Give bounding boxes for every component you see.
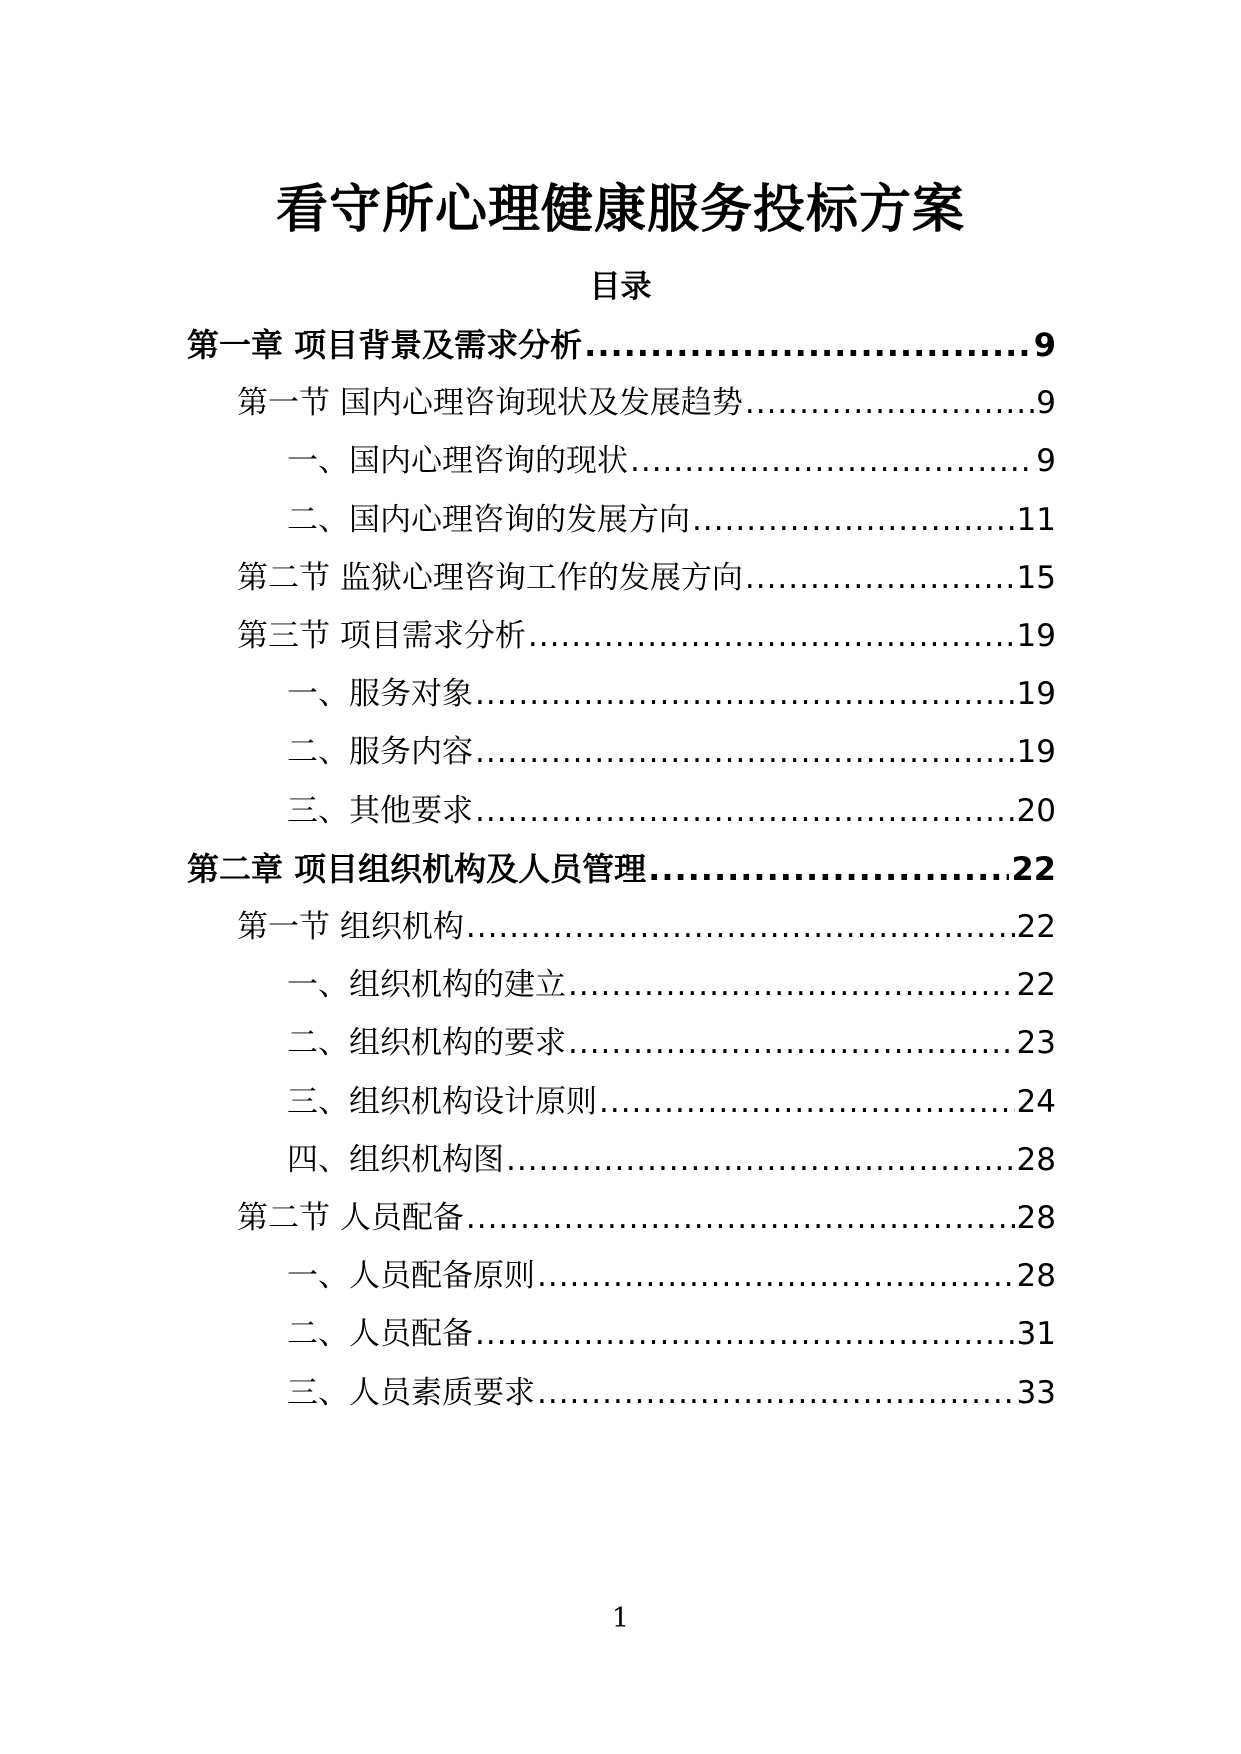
- toc-dot-leader: [475, 786, 1015, 836]
- toc-dot-leader: [648, 844, 1009, 894]
- toc-entry[interactable]: [237, 378, 1056, 428]
- toc-entry[interactable]: [287, 1251, 1056, 1301]
- toc-entry[interactable]: [187, 844, 1056, 894]
- toc-entry-label: 二、人员配备: [287, 1316, 473, 1352]
- toc-entry-page-number: 11: [1016, 502, 1056, 538]
- toc-entry-page-number: 28: [1016, 1142, 1056, 1178]
- toc-entry-label: 四、组织机构图: [287, 1142, 504, 1178]
- document-title: 看守所心理健康服务投标方案: [275, 180, 965, 240]
- toc-dot-leader: [466, 902, 1015, 952]
- toc-dot-leader: [537, 1251, 1015, 1301]
- toc-dot-leader: [475, 1309, 1015, 1359]
- toc-entry-page-number: 22: [1016, 909, 1056, 945]
- toc-entry-page-number: 22: [1016, 967, 1056, 1003]
- toc-entry-label: 二、服务内容: [287, 734, 473, 770]
- toc-entry-page-number: 31: [1016, 1316, 1056, 1352]
- toc-entry-page-number: 20: [1016, 793, 1056, 829]
- toc-dot-leader: [475, 669, 1015, 719]
- toc-entry[interactable]: [287, 1309, 1056, 1359]
- toc-entry-label: 一、服务对象: [287, 676, 473, 712]
- toc-entry-label: 第二节 监狱心理咨询工作的发展方向: [237, 560, 743, 596]
- toc-entry-label: 第一节 国内心理咨询现状及发展趋势: [237, 385, 743, 421]
- toc-dot-leader: [630, 436, 1034, 486]
- toc-entry-page-number: 23: [1016, 1025, 1056, 1061]
- toc-entry-label: 一、组织机构的建立: [287, 967, 566, 1003]
- toc-entry[interactable]: [287, 1077, 1056, 1127]
- toc-entry[interactable]: [287, 1018, 1056, 1068]
- toc-dot-leader: [692, 495, 1015, 545]
- toc-heading: 目录: [589, 269, 652, 305]
- toc-entry-label: 二、国内心理咨询的发展方向: [287, 502, 690, 538]
- toc-dot-leader: [584, 320, 1032, 370]
- toc-entry-label: 第一节 组织机构: [237, 909, 464, 945]
- toc-entry-label: 一、国内心理咨询的现状: [287, 443, 628, 479]
- toc-entry-label: 三、组织机构设计原则: [287, 1084, 597, 1120]
- toc-entry-page-number: 15: [1016, 560, 1056, 596]
- toc-entry[interactable]: [287, 495, 1056, 545]
- toc-dot-leader: [466, 1193, 1015, 1243]
- toc-entry[interactable]: [287, 669, 1056, 719]
- toc-dot-leader: [537, 1368, 1015, 1418]
- toc-entry[interactable]: [237, 1193, 1056, 1243]
- toc-entry-label: 一、人员配备原则: [287, 1258, 535, 1294]
- toc-dot-leader: [568, 960, 1015, 1010]
- toc-dot-leader: [506, 1135, 1015, 1185]
- toc-entry-label: 第二节 人员配备: [237, 1200, 464, 1236]
- toc-entry-label: 第二章 项目组织机构及人员管理: [187, 850, 647, 888]
- toc-entry[interactable]: [287, 436, 1056, 486]
- toc-entry[interactable]: [187, 320, 1056, 370]
- toc-entry[interactable]: [287, 1135, 1056, 1185]
- toc-entry[interactable]: [287, 960, 1056, 1010]
- toc-dot-leader: [528, 611, 1015, 661]
- toc-entry-label: 第三节 项目需求分析: [237, 618, 526, 654]
- toc-dot-leader: [568, 1018, 1015, 1068]
- toc-entry-page-number: 19: [1016, 676, 1056, 712]
- toc-entry[interactable]: [287, 727, 1056, 777]
- toc-entry[interactable]: [237, 611, 1056, 661]
- toc-entry-page-number: 19: [1016, 618, 1056, 654]
- page-number: 1: [611, 1603, 630, 1634]
- toc-entry-label: 第一章 项目背景及需求分析: [187, 326, 583, 364]
- toc-entry[interactable]: [237, 553, 1056, 603]
- toc-entry-label: 三、其他要求: [287, 793, 473, 829]
- toc-entry[interactable]: [237, 902, 1056, 952]
- toc-dot-leader: [745, 553, 1015, 603]
- toc-entry-page-number: 28: [1016, 1258, 1056, 1294]
- toc-entry-page-number: 19: [1016, 734, 1056, 770]
- toc-entry-page-number: 9: [1033, 326, 1056, 364]
- toc-dot-leader: [745, 378, 1034, 428]
- toc-entry-page-number: 33: [1016, 1375, 1056, 1411]
- toc-dot-leader: [599, 1077, 1015, 1127]
- toc-entry-page-number: 9: [1036, 443, 1056, 479]
- toc-entry-page-number: 9: [1036, 385, 1056, 421]
- toc-entry[interactable]: [287, 1368, 1056, 1418]
- toc-entry-page-number: 22: [1011, 850, 1056, 888]
- toc-entry-label: 三、人员素质要求: [287, 1375, 535, 1411]
- toc-entry-page-number: 28: [1016, 1200, 1056, 1236]
- toc-entry-label: 二、组织机构的要求: [287, 1025, 566, 1061]
- toc-entry[interactable]: [287, 786, 1056, 836]
- toc-entry-page-number: 24: [1016, 1084, 1056, 1120]
- toc-dot-leader: [475, 727, 1015, 777]
